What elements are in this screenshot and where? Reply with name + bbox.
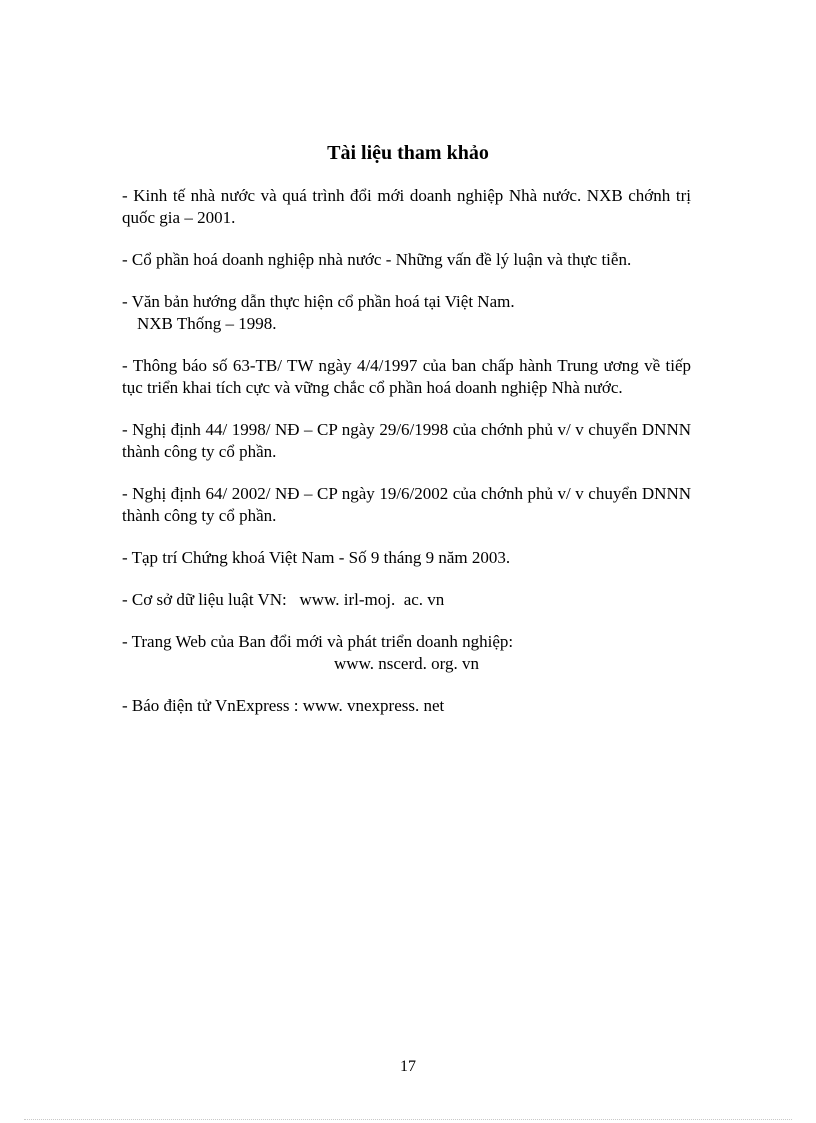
reference-item: - Cổ phần hoá doanh nghiệp nhà nước - Những vấn đề lý luận và thực tiễn. [122,250,632,269]
reference-item: - Kinh tế nhà nước và quá trình đổi mới doanh nghiệp Nhà nước. NXB chớnh trị quốc gia – 2001. [122,186,691,227]
reference-list [122,185,691,737]
page-title: Tài liệu tham khảo [327,142,489,164]
reference-url: www. nscerd. org. vn [334,654,479,673]
reference-line: - Trang Web của Ban đổi mới và phát triển doanh nghiệp: [122,632,514,651]
reference-item: - Nghị định 44/ 1998/ NĐ – CP ngày 29/6/1998 của chớnh phủ v/ v chuyển DNNN thành công ty cổ phần. [122,420,691,461]
reference-item [122,631,691,675]
reference-line: - Văn bản hướng dẫn thực hiện cổ phần hoá tại Việt Nam. [122,292,515,311]
reference-item [122,291,691,335]
reference-publisher: NXB Thống – 1998. [137,314,277,333]
reference-item: - Thông báo số 63-TB/ TW ngày 4/4/1997 của ban chấp hành Trung ương về tiếp tục triển khai tích cực và vững chắc cổ phần hoá doanh nghiệp Nhà nước. [122,356,691,397]
page-bottom-divider [24,1119,792,1120]
reference-item: - Tạp trí Chứng khoá Việt Nam - Số 9 tháng 9 năm 2003. [122,548,511,567]
reference-item: - Cơ sở dữ liệu luật VN: www. irl-moj. ac. vn [122,590,445,609]
reference-item: - Nghị định 64/ 2002/ NĐ – CP ngày 19/6/2002 của chớnh phủ v/ v chuyển DNNN thành công ty cổ phần. [122,484,691,525]
reference-item: - Báo điện tử VnExpress : www. vnexpress. net [122,696,445,715]
page-number: 17 [400,1058,416,1075]
